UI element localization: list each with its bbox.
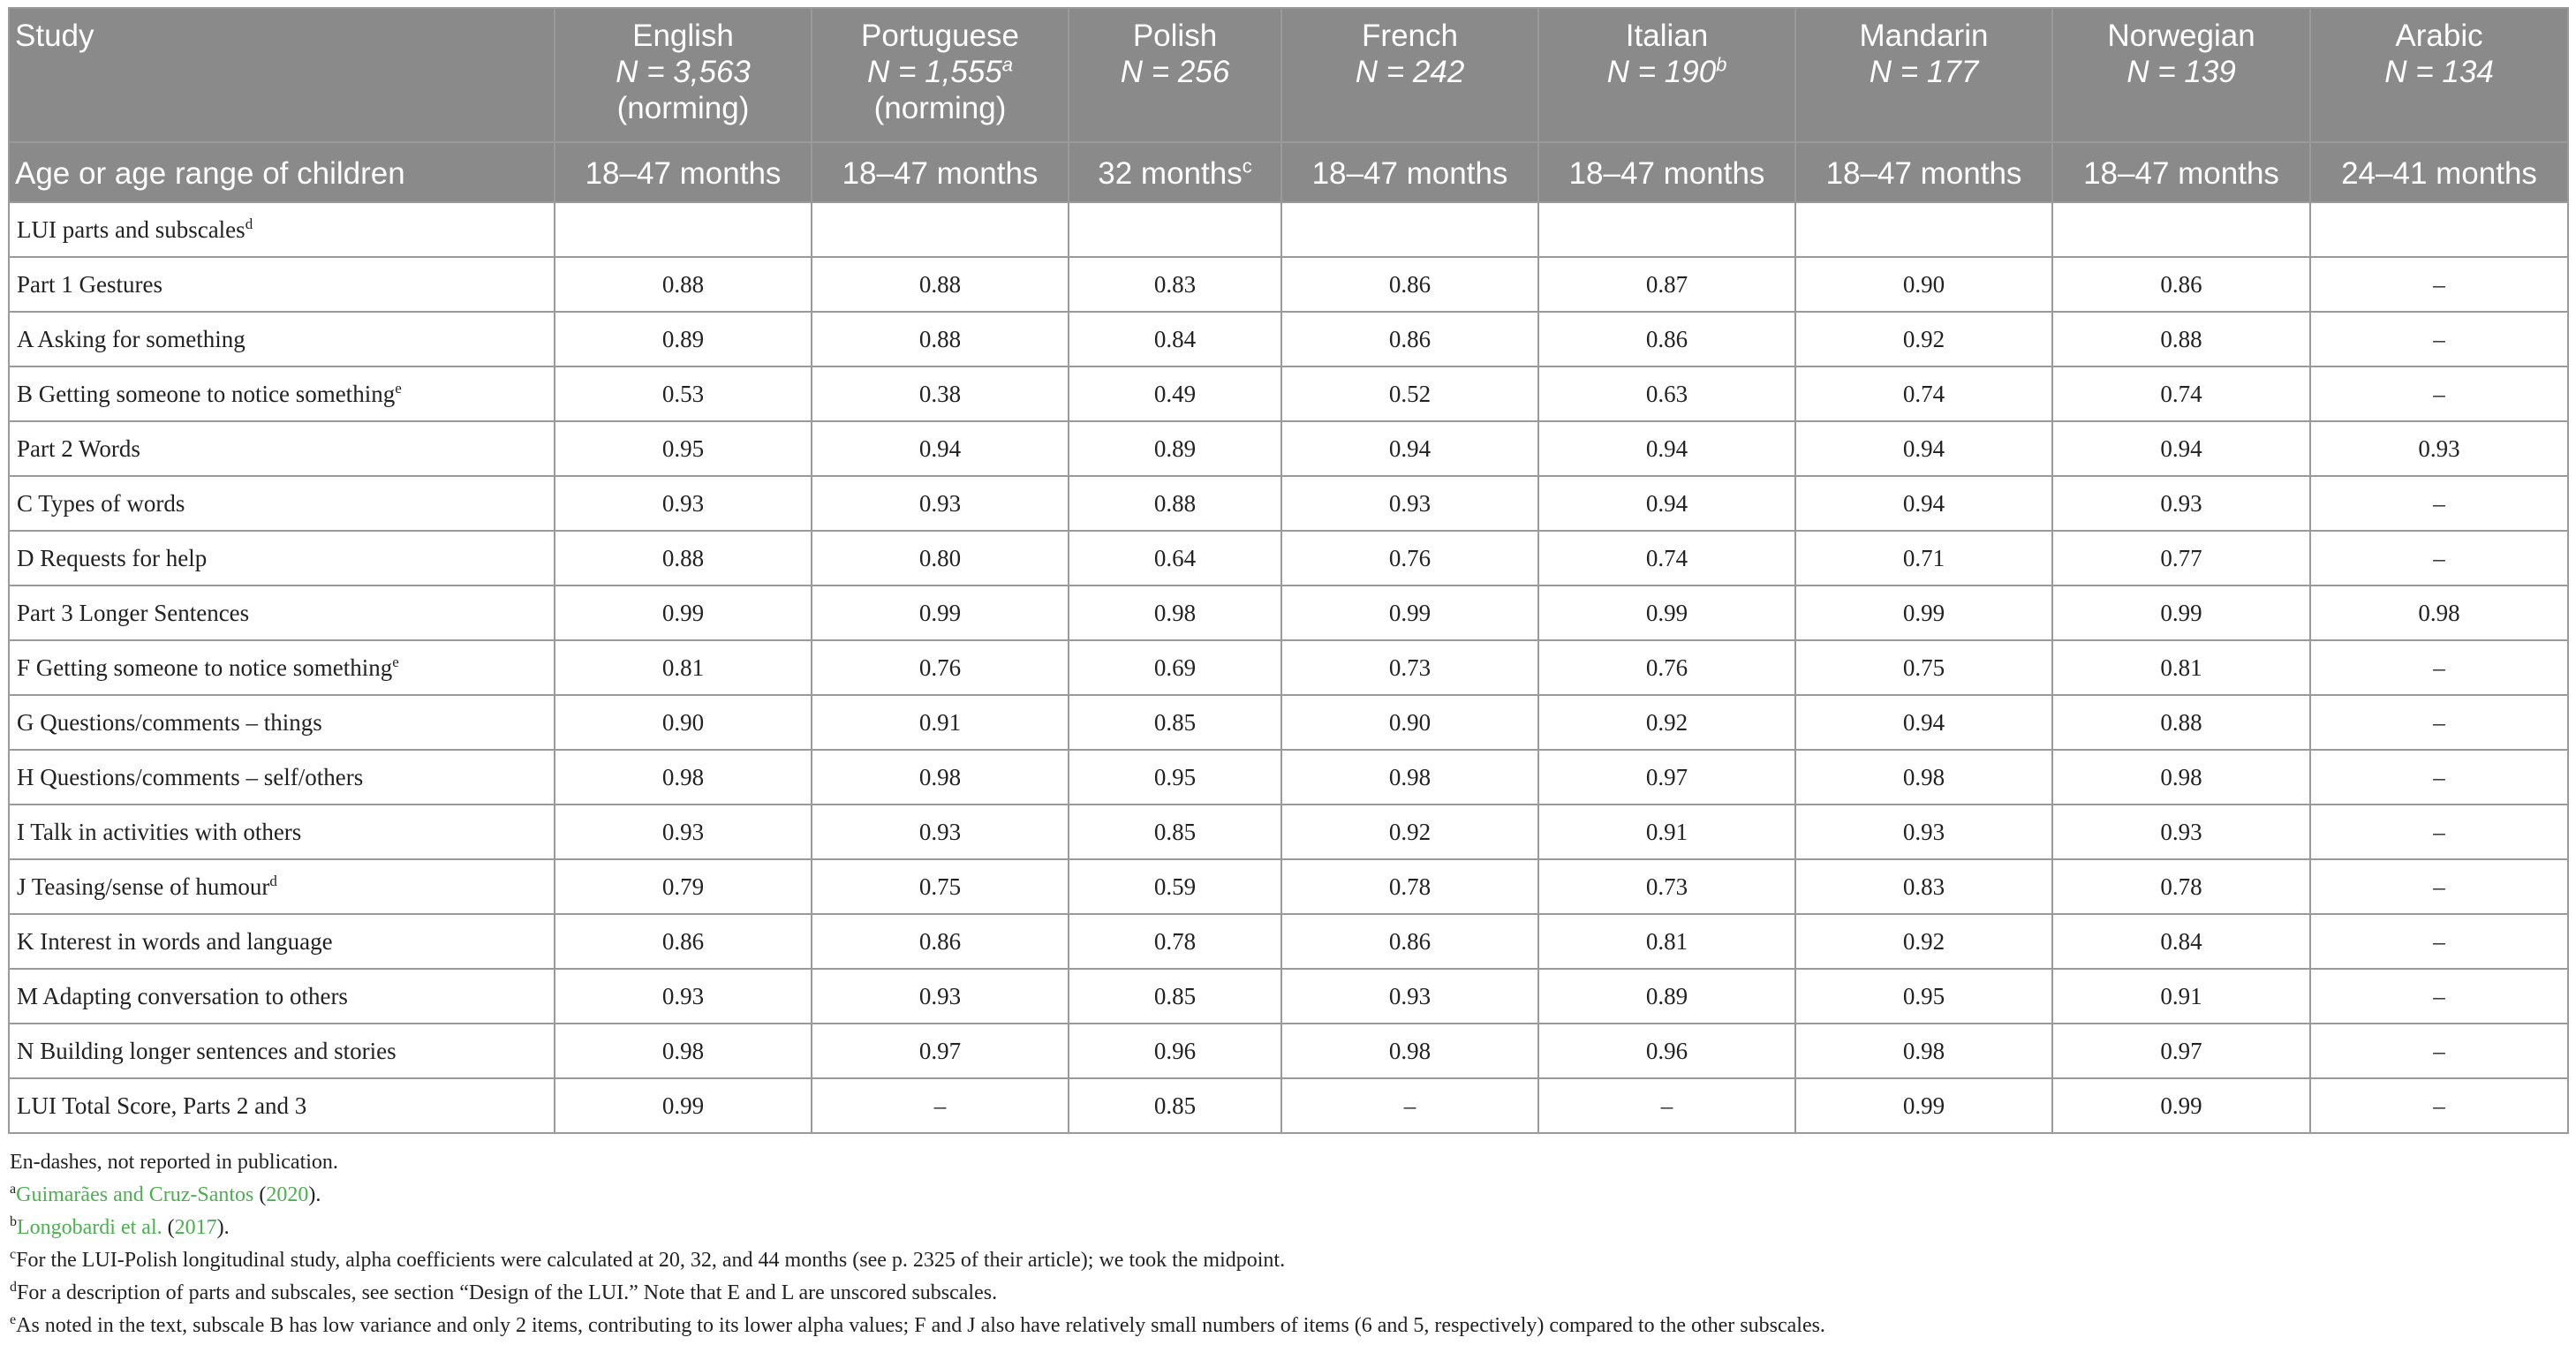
- value-cell: 0.86: [1281, 914, 1538, 969]
- value-cell: 0.93: [2052, 476, 2310, 531]
- value-cell: 0.79: [555, 859, 812, 914]
- value-cell: 0.98: [1795, 1024, 2052, 1078]
- value-cell: 0.99: [1538, 586, 1795, 640]
- col-header-arabic: [2310, 8, 2568, 142]
- value-cell: [1281, 202, 1538, 257]
- footnote-d: $^d$For a description of parts and subscales, see section “Design of the LUI.” Note that E and L are unscored subscales.: [10, 1280, 998, 1304]
- value-cell: 0.90: [1795, 257, 2052, 312]
- row-label: G Questions/comments – things: [9, 695, 555, 750]
- row-label: LUI Total Score, Parts 2 and 3: [9, 1078, 555, 1133]
- row-label: K Interest in words and language: [9, 914, 555, 969]
- value-cell: –: [2310, 805, 2568, 859]
- sample-size: N = 256: [1120, 55, 1230, 89]
- value-cell: 0.96: [1069, 1024, 1281, 1078]
- footnote-mark: a: [1001, 53, 1013, 76]
- value-cell: 0.84: [2052, 914, 2310, 969]
- value-cell: 0.63: [1538, 366, 1795, 421]
- value-cell: 0.83: [1069, 257, 1281, 312]
- value-cell: –: [2310, 859, 2568, 914]
- value-cell: 0.99: [555, 586, 812, 640]
- value-cell: 0.76: [812, 640, 1069, 695]
- value-cell: 0.76: [1538, 640, 1795, 695]
- value-cell: 0.98: [1281, 1024, 1538, 1078]
- value-cell: –: [2310, 914, 2568, 969]
- value-cell: 0.92: [1795, 914, 2052, 969]
- value-cell: 0.77: [2052, 531, 2310, 586]
- value-cell: 0.98: [1795, 750, 2052, 805]
- value-cell: 0.64: [1069, 531, 1281, 586]
- age-cell: 18–47 months: [2052, 142, 2310, 202]
- value-cell: 0.91: [812, 695, 1069, 750]
- footnote-b: $^b$Longobardi et al. (2017).: [10, 1214, 230, 1239]
- value-cell: 0.99: [2052, 586, 2310, 640]
- value-cell: 0.89: [1538, 969, 1795, 1024]
- row-label: M Adapting conversation to others: [9, 969, 555, 1024]
- age-cell: 18–47 months: [1795, 142, 2052, 202]
- value-cell: 0.85: [1069, 1078, 1281, 1133]
- sample-size: N = 139: [2127, 55, 2236, 89]
- footnote-mark: d: [269, 872, 277, 889]
- row-label: Part 2 Words: [9, 421, 555, 476]
- lang-name: Portuguese: [860, 19, 1020, 53]
- value-cell: [812, 202, 1069, 257]
- value-cell: 0.74: [1538, 531, 1795, 586]
- table-row: [9, 531, 2568, 586]
- value-cell: –: [2310, 640, 2568, 695]
- value-cell: 0.99: [2052, 1078, 2310, 1133]
- table-row: [9, 695, 2568, 750]
- alpha-coefficients-table: [8, 7, 2569, 1134]
- value-cell: 0.94: [812, 421, 1069, 476]
- value-cell: [1795, 202, 2052, 257]
- value-cell: 0.86: [2052, 257, 2310, 312]
- norming-note: (norming): [616, 91, 750, 125]
- value-cell: 0.88: [812, 257, 1069, 312]
- value-cell: 0.94: [1281, 421, 1538, 476]
- value-cell: 0.74: [2052, 366, 2310, 421]
- table-container: [8, 7, 2567, 1342]
- value-cell: 0.95: [1795, 969, 2052, 1024]
- table-row: [9, 805, 2568, 859]
- value-cell: 0.81: [2052, 640, 2310, 695]
- age-cell: 24–41 months: [2310, 142, 2568, 202]
- value-cell: –: [2310, 1024, 2568, 1078]
- col-header-english: [555, 8, 812, 142]
- value-cell: 0.75: [812, 859, 1069, 914]
- value-cell: 0.94: [1795, 695, 2052, 750]
- table-footnotes: [8, 1146, 2567, 1342]
- value-cell: 0.89: [555, 312, 812, 366]
- age-header: Age or age range of children: [9, 142, 555, 202]
- value-cell: 0.78: [1069, 914, 1281, 969]
- age-cell: 32 months$^c$: [1069, 142, 1281, 202]
- value-cell: 0.76: [1281, 531, 1538, 586]
- value-cell: 0.98: [555, 750, 812, 805]
- lang-name: Polish: [1132, 19, 1218, 53]
- value-cell: 0.38: [812, 366, 1069, 421]
- value-cell: 0.91: [2052, 969, 2310, 1024]
- value-cell: 0.75: [1795, 640, 2052, 695]
- value-cell: 0.93: [812, 969, 1069, 1024]
- value-cell: 0.49: [1069, 366, 1281, 421]
- row-label: F Getting someone to notice something$^e$: [9, 640, 555, 695]
- sample-size: N = 3,563: [616, 55, 751, 89]
- sample-size: N = 1,555: [867, 55, 1002, 89]
- value-cell: 0.86: [1538, 312, 1795, 366]
- value-cell: 0.86: [1281, 257, 1538, 312]
- lang-name: French: [1362, 19, 1458, 53]
- value-cell: 0.97: [1538, 750, 1795, 805]
- col-header-mandarin: [1795, 8, 2052, 142]
- value-cell: –: [2310, 476, 2568, 531]
- value-cell: 0.86: [1281, 312, 1538, 366]
- value-cell: 0.92: [1281, 805, 1538, 859]
- table-row: [9, 421, 2568, 476]
- value-cell: 0.88: [2052, 695, 2310, 750]
- value-cell: 0.95: [1069, 750, 1281, 805]
- value-cell: 0.83: [1795, 859, 2052, 914]
- reference-link[interactable]: Guimarães and Cruz-Santos: [16, 1183, 254, 1206]
- value-cell: 0.88: [555, 531, 812, 586]
- table-row: [9, 202, 2568, 257]
- value-cell: 0.86: [812, 914, 1069, 969]
- table-row: [9, 640, 2568, 695]
- value-cell: [555, 202, 812, 257]
- age-cell: 18–47 months: [812, 142, 1069, 202]
- col-header-french: [1281, 8, 1538, 142]
- reference-year-link[interactable]: 2017: [174, 1216, 217, 1239]
- table-row: [9, 366, 2568, 421]
- value-cell: 0.92: [1795, 312, 2052, 366]
- value-cell: 0.99: [812, 586, 1069, 640]
- footnote-mark: d: [245, 215, 253, 232]
- value-cell: 0.98: [2052, 750, 2310, 805]
- value-cell: 0.93: [1281, 969, 1538, 1024]
- value-cell: 0.99: [1281, 586, 1538, 640]
- value-cell: –: [1538, 1078, 1795, 1133]
- age-cell: 18–47 months: [1281, 142, 1538, 202]
- table-row: [9, 969, 2568, 1024]
- value-cell: –: [2310, 1078, 2568, 1133]
- row-label: D Requests for help: [9, 531, 555, 586]
- row-label: C Types of words: [9, 476, 555, 531]
- value-cell: 0.98: [1281, 750, 1538, 805]
- value-cell: 0.78: [1281, 859, 1538, 914]
- value-cell: 0.90: [1281, 695, 1538, 750]
- value-cell: [2052, 202, 2310, 257]
- value-cell: 0.81: [555, 640, 812, 695]
- table-row: [9, 1078, 2568, 1133]
- row-label: Part 3 Longer Sentences: [9, 586, 555, 640]
- value-cell: 0.93: [2310, 421, 2568, 476]
- value-cell: 0.99: [1795, 1078, 2052, 1133]
- value-cell: 0.93: [2052, 805, 2310, 859]
- norming-note: (norming): [873, 91, 1007, 125]
- value-cell: 0.53: [555, 366, 812, 421]
- footnote-mark: e: [392, 653, 399, 670]
- value-cell: 0.98: [555, 1024, 812, 1078]
- footnote-general: En-dashes, not reported in publication.: [10, 1151, 338, 1174]
- value-cell: 0.99: [555, 1078, 812, 1133]
- table-body: [9, 202, 2568, 1133]
- value-cell: 0.89: [1069, 421, 1281, 476]
- row-label: B Getting someone to notice something$^e$: [9, 366, 555, 421]
- lang-name: Italian: [1625, 19, 1709, 53]
- value-cell: 0.99: [1795, 586, 2052, 640]
- table-row: [9, 476, 2568, 531]
- footnote-e: $^e$As noted in the text, subscale B has low variance and only 2 items, contributing to its lower alpha values; F and J also have relatively small numbers of items (6 and 5, respectively) compared to the other subscales.: [10, 1312, 1825, 1337]
- sample-size: N = 242: [1355, 55, 1465, 89]
- value-cell: 0.86: [555, 914, 812, 969]
- footnote-mark: c: [1242, 154, 1252, 177]
- value-cell: 0.87: [1538, 257, 1795, 312]
- value-cell: 0.96: [1538, 1024, 1795, 1078]
- reference-year-link[interactable]: 2020: [266, 1183, 309, 1206]
- study-header: Study: [9, 8, 555, 142]
- value-cell: –: [812, 1078, 1069, 1133]
- table-row: [9, 859, 2568, 914]
- value-cell: 0.97: [812, 1024, 1069, 1078]
- value-cell: 0.69: [1069, 640, 1281, 695]
- value-cell: 0.88: [2052, 312, 2310, 366]
- value-cell: 0.73: [1538, 859, 1795, 914]
- value-cell: –: [2310, 531, 2568, 586]
- value-cell: 0.93: [812, 805, 1069, 859]
- table-row: [9, 257, 2568, 312]
- value-cell: 0.81: [1538, 914, 1795, 969]
- value-cell: 0.93: [555, 476, 812, 531]
- value-cell: 0.94: [1538, 421, 1795, 476]
- age-row: [9, 142, 2568, 202]
- value-cell: 0.93: [555, 969, 812, 1024]
- value-cell: 0.90: [555, 695, 812, 750]
- table-row: [9, 750, 2568, 805]
- header-row: [9, 8, 2568, 142]
- row-label: LUI parts and subscales$^d$: [9, 202, 555, 257]
- value-cell: 0.74: [1795, 366, 2052, 421]
- value-cell: –: [2310, 312, 2568, 366]
- value-cell: 0.93: [812, 476, 1069, 531]
- value-cell: 0.98: [2310, 586, 2568, 640]
- value-cell: 0.88: [1069, 476, 1281, 531]
- age-cell: 18–47 months: [555, 142, 812, 202]
- value-cell: 0.98: [1069, 586, 1281, 640]
- col-header-polish: [1069, 8, 1281, 142]
- value-cell: 0.52: [1281, 366, 1538, 421]
- col-header-italian: [1538, 8, 1795, 142]
- row-label: H Questions/comments – self/others: [9, 750, 555, 805]
- value-cell: 0.94: [1795, 421, 2052, 476]
- value-cell: 0.94: [1795, 476, 2052, 531]
- value-cell: 0.91: [1538, 805, 1795, 859]
- value-cell: [1069, 202, 1281, 257]
- value-cell: –: [1281, 1078, 1538, 1133]
- row-label: A Asking for something: [9, 312, 555, 366]
- footnote-a: $^a$Guimarães and Cruz-Santos (2020).: [10, 1182, 321, 1206]
- value-cell: 0.93: [1795, 805, 2052, 859]
- value-cell: 0.94: [2052, 421, 2310, 476]
- value-cell: –: [2310, 695, 2568, 750]
- row-label: J Teasing/sense of humour$^d$: [9, 859, 555, 914]
- value-cell: 0.85: [1069, 805, 1281, 859]
- value-cell: 0.95: [555, 421, 812, 476]
- table-row: [9, 914, 2568, 969]
- sample-size: N = 190: [1606, 55, 1717, 89]
- value-cell: –: [2310, 366, 2568, 421]
- value-cell: 0.88: [555, 257, 812, 312]
- value-cell: 0.94: [1538, 476, 1795, 531]
- col-header-norwegian: [2052, 8, 2310, 142]
- lang-name: Norwegian: [2107, 19, 2255, 53]
- value-cell: 0.97: [2052, 1024, 2310, 1078]
- value-cell: 0.92: [1538, 695, 1795, 750]
- value-cell: 0.85: [1069, 969, 1281, 1024]
- row-label: Part 1 Gestures: [9, 257, 555, 312]
- table-row: [9, 1024, 2568, 1078]
- value-cell: 0.73: [1281, 640, 1538, 695]
- value-cell: –: [2310, 969, 2568, 1024]
- sample-size: N = 177: [1869, 55, 1979, 89]
- table-row: [9, 312, 2568, 366]
- age-cell: 18–47 months: [1538, 142, 1795, 202]
- value-cell: 0.80: [812, 531, 1069, 586]
- value-cell: 0.98: [812, 750, 1069, 805]
- value-cell: –: [2310, 750, 2568, 805]
- table-row: [9, 586, 2568, 640]
- lang-name: English: [632, 19, 734, 53]
- value-cell: 0.93: [555, 805, 812, 859]
- row-label: N Building longer sentences and stories: [9, 1024, 555, 1078]
- footnote-mark: b: [1716, 53, 1727, 76]
- lang-name: Mandarin: [1859, 19, 1989, 53]
- value-cell: 0.93: [1281, 476, 1538, 531]
- value-cell: 0.78: [2052, 859, 2310, 914]
- sample-size: N = 134: [2384, 55, 2494, 89]
- value-cell: 0.85: [1069, 695, 1281, 750]
- value-cell: 0.84: [1069, 312, 1281, 366]
- reference-link[interactable]: Longobardi et al.: [17, 1216, 162, 1239]
- value-cell: 0.88: [812, 312, 1069, 366]
- value-cell: –: [2310, 257, 2568, 312]
- footnote-mark: e: [395, 379, 402, 397]
- col-header-portuguese: [812, 8, 1069, 142]
- lang-name: Arabic: [2395, 19, 2483, 53]
- footnote-c: $^c$For the LUI-Polish longitudinal study, alpha coefficients were calculated at 20, 32, and 44 months (see p. 2325 of their article); we took the midpoint.: [10, 1247, 1286, 1272]
- value-cell: 0.71: [1795, 531, 2052, 586]
- row-label: I Talk in activities with others: [9, 805, 555, 859]
- value-cell: [1538, 202, 1795, 257]
- value-cell: [2310, 202, 2568, 257]
- value-cell: 0.59: [1069, 859, 1281, 914]
